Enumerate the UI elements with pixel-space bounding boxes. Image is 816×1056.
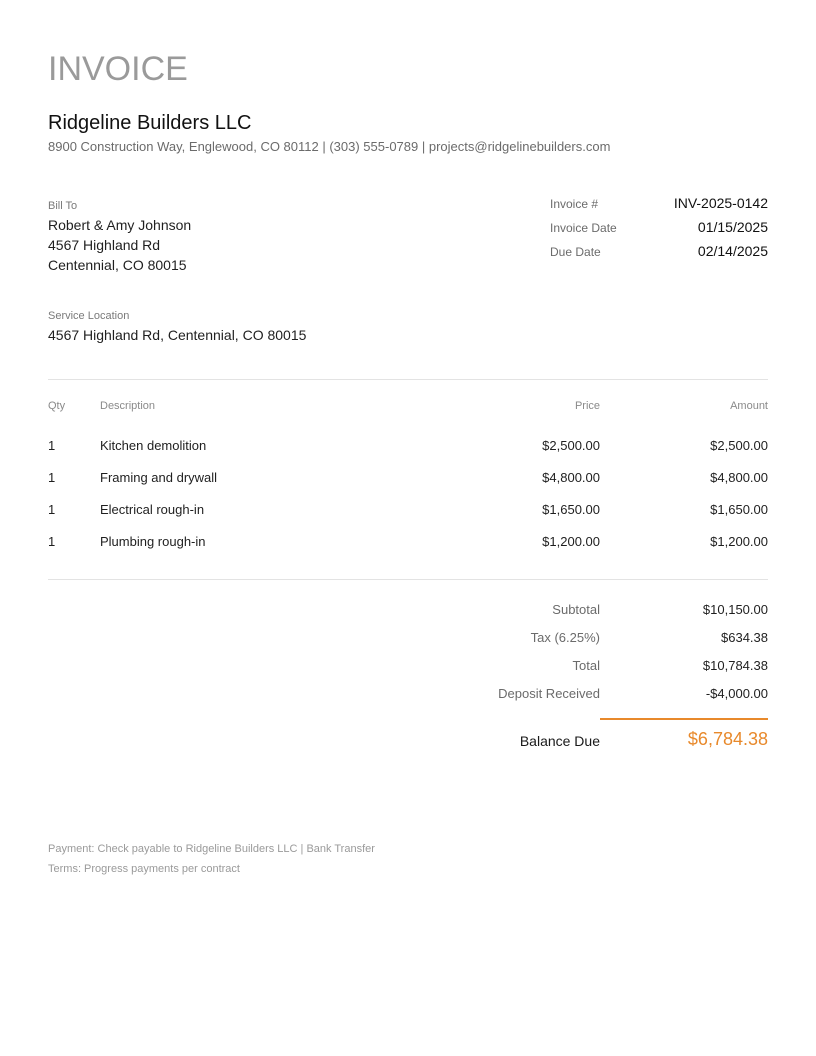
- deposit-row: [48, 686, 768, 714]
- row-price: $1,650.00: [542, 502, 600, 517]
- row-amount: $2,500.00: [710, 438, 768, 453]
- invoice-date-row: [550, 219, 768, 243]
- service-location-value: 4567 Highland Rd, Centennial, CO 80015: [48, 327, 307, 343]
- row-qty: 1: [48, 534, 56, 549]
- company-contact-info: 8900 Construction Way, Englewood, CO 80112 | (303) 555-0789 | projects@ridgelinebuilders.com: [48, 139, 611, 154]
- invoice-number-label: Invoice #: [550, 197, 599, 211]
- company-name: Ridgeline Builders LLC: [48, 112, 252, 134]
- bill-to-address-line2: Centennial, CO 80015: [48, 257, 187, 273]
- subtotal-value: $10,150.00: [702, 602, 768, 617]
- row-amount: $4,800.00: [710, 470, 768, 485]
- balance-due-label: Balance Due: [519, 733, 600, 749]
- line-items-table: [48, 398, 768, 565]
- row-description: Framing and drywall: [100, 470, 218, 485]
- balance-due-value: $6,784.38: [687, 729, 768, 749]
- table-row: [48, 469, 768, 501]
- terms-note: Terms: Progress payments per contract: [48, 863, 240, 875]
- items-bottom-divider: [48, 579, 768, 580]
- service-location-label: Service Location: [48, 310, 130, 322]
- header-price: Price: [574, 400, 600, 412]
- items-top-divider: [48, 379, 768, 380]
- totals-section: [48, 602, 768, 714]
- payment-note: Payment: Check payable to Ridgeline Builders LLC | Bank Transfer: [48, 843, 375, 855]
- header-qty: Qty: [48, 400, 66, 412]
- invoice-meta: [550, 195, 768, 267]
- bill-to-address-line1: 4567 Highland Rd: [48, 237, 161, 253]
- row-amount: $1,200.00: [710, 534, 768, 549]
- row-qty: 1: [48, 438, 56, 453]
- row-qty: 1: [48, 502, 56, 517]
- balance-divider: [600, 718, 768, 720]
- row-qty: 1: [48, 470, 56, 485]
- bill-to-name: Robert & Amy Johnson: [48, 217, 192, 233]
- header-description: Description: [100, 400, 156, 412]
- table-row: [48, 533, 768, 565]
- bill-to-section: [48, 199, 191, 275]
- row-price: $4,800.00: [542, 470, 600, 485]
- due-date-value: 02/14/2025: [697, 243, 768, 259]
- invoice-title: INVOICE: [48, 50, 188, 88]
- invoice-date-value: 01/15/2025: [697, 219, 768, 235]
- row-description: Electrical rough-in: [100, 502, 205, 517]
- row-price: $1,200.00: [542, 534, 600, 549]
- subtotal-row: [48, 602, 768, 630]
- invoice-page: [48, 0, 768, 1056]
- row-description: Kitchen demolition: [100, 438, 207, 453]
- row-amount: $1,650.00: [710, 502, 768, 517]
- line-items-header: [48, 398, 768, 428]
- subtotal-label: Subtotal: [552, 602, 600, 617]
- tax-value: $634.38: [721, 630, 768, 645]
- due-date-label: Due Date: [550, 245, 601, 259]
- total-label: Total: [572, 658, 600, 673]
- invoice-number-row: [550, 195, 768, 219]
- service-location-section: [48, 309, 306, 345]
- deposit-label: Deposit Received: [498, 686, 600, 701]
- total-row: [48, 658, 768, 686]
- invoice-number-value: INV-2025-0142: [673, 195, 768, 211]
- invoice-date-label: Invoice Date: [550, 221, 617, 235]
- row-price: $2,500.00: [542, 438, 600, 453]
- header-amount: Amount: [730, 400, 768, 412]
- table-row: [48, 437, 768, 469]
- due-date-row: [550, 243, 768, 267]
- tax-label: Tax (6.25%): [530, 630, 600, 645]
- bill-to-label: Bill To: [48, 200, 78, 212]
- balance-due-row: [48, 729, 768, 755]
- invoice-footer: [48, 839, 375, 879]
- tax-row: [48, 630, 768, 658]
- total-value: $10,784.38: [702, 658, 768, 673]
- deposit-value: -$4,000.00: [705, 686, 768, 701]
- row-description: Plumbing rough-in: [100, 534, 206, 549]
- table-row: [48, 501, 768, 533]
